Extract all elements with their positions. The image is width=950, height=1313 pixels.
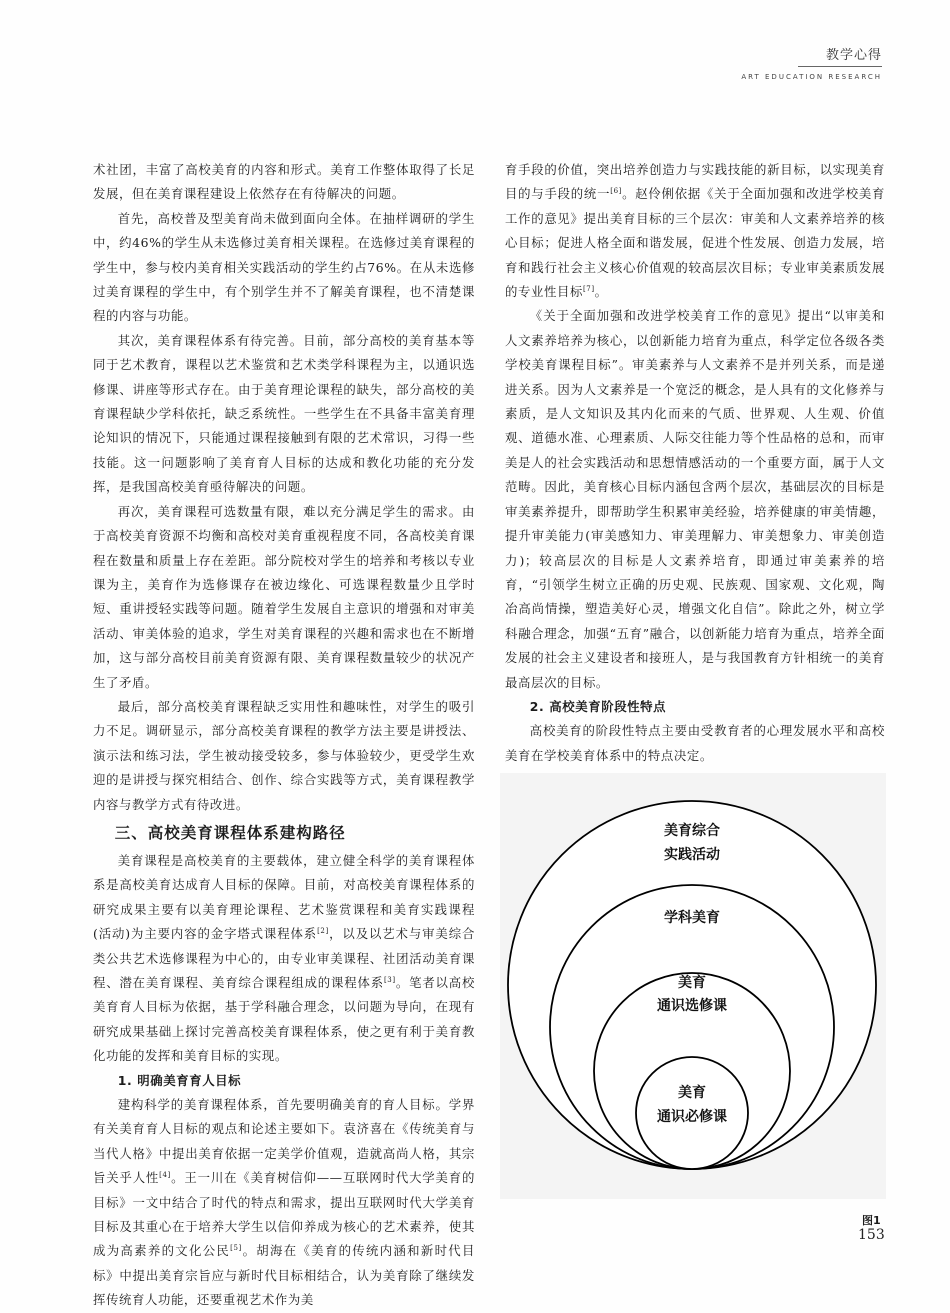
paragraph: 其次，美育课程体系有待完善。目前，部分高校的美育基本等同于艺术教育，课程以艺术鉴赏和艺术类学科课程为主，以通识选修课、讲座等形式存在。由于美育理论课程的缺失，部分高校的美育课程缺少学科依托，缺乏系统性。一些学生在不具备丰富美育理论知识的情况下，只能通过课程接触到有限的艺术常识，习得一些技能。这一问题影响了美育育人目标的达成和教化功能的充分发挥，是我国高校美育亟待解决的问题。 bbox=[93, 332, 475, 495]
citation-ref: [3] bbox=[383, 975, 396, 984]
ring-label: 美育综合 bbox=[664, 823, 720, 839]
ring-label: 学科美育 bbox=[664, 910, 720, 926]
text-run: ，以及以艺术与审美综合类公共艺术选修课程为中心的，由专业审美课程、社团活动美育课程、潜在美育课程、美育综合课程组成的课程体系 bbox=[93, 926, 475, 990]
text-run: 。 bbox=[594, 284, 608, 300]
header-rule bbox=[798, 66, 882, 67]
text-run: 。胡海在《美育的传统内涵和新时代目标》中提出美育宗旨应与新时代目标相结合，认为美育除了继续发挥传统育人功能，还要重视艺术作为美 bbox=[93, 1243, 475, 1308]
figure-caption: 图1 bbox=[862, 1214, 881, 1227]
text-run: 。赵伶俐依据《关于全面加强和改进学校美育工作的意见》提出美育目标的三个层次：审美和人文素养培养的核心目标；促进人格全面和谐发展，促进个性发展、创造力发展，培育和践行社会主义核心价值观的较高层次目标；专业审美素质发展的专业性目标 bbox=[505, 186, 886, 300]
ring-label: 美育 bbox=[678, 1085, 706, 1101]
text-run: 育手段的价值，突出培养创造力与实践技能的新目标，以实现美育目的与手段的统一 bbox=[505, 162, 885, 202]
paragraph bbox=[505, 158, 885, 304]
ring-label: 通识必修课 bbox=[657, 1109, 727, 1125]
left-column bbox=[93, 158, 475, 1313]
right-column bbox=[505, 158, 885, 817]
citation-ref: [5] bbox=[230, 1244, 242, 1253]
subsection-heading: 1. 明确美育育人目标 bbox=[117, 1072, 242, 1088]
citation-ref: [6] bbox=[610, 187, 622, 196]
figure-1 bbox=[500, 773, 886, 1199]
paragraph: 《关于全面加强和改进学校美育工作的意见》提出“以审美和人文素养培养为核心，以创新能力培育为重点，科学定位各级各类学校美育课程目标”。审美素养与人文素养不是并列关系，而是递进关系。因为人文素养是一个宽泛的概念，是人具有的文化修养与素质，是人文知识及其内化而来的气质、世界观、人生观、价值观、道德水准、心理素质、人际交往能力等个性品格的总和，而审美是人的社会实践活动和思想情感活动的一个重要方面，属于人文范畴。因此，美育核心目标内涵包含两个层次，基础层次的目标是审美素养提升，即帮助学生积累审美经验，培养健康的审美情趣，提升审美能力(审美感知力、审美理解力、审美想象力、审美创造力)；较高层次的目标是人文素养培育，即通过审美素养的培育，“引领学生树立正确的历史观、民族观、国家观、文化观，陶冶高尚情操，塑造美好心灵，增强文化自信”。除此之外，树立学科融合理念，加强“五育”融合，以创新能力培育为重点，培养全面发展的社会主义建设者和接班人，是与我国教育方针相统一的美育最高层次的目标。 bbox=[505, 308, 885, 690]
citation-ref: [4] bbox=[159, 1171, 171, 1180]
ring-label: 实践活动 bbox=[664, 847, 720, 863]
section-name: 教学心得 bbox=[825, 48, 882, 63]
text-run: 美育课程是高校美育的主要载体，建立健全科学的美育课程体系是高校美育达成育人目标的保障。目前，对高校美育课程体系的研究成果主要有以美育理论课程、艺术鉴赏课程和美育实践课程(活动)为主要内容的金字塔式课程体系 bbox=[93, 852, 475, 942]
paragraph: 首先，高校普及型美育尚未做到面向全体。在抽样调研的学生中，约46%的学生从未选修过美育相关课程。在选修过美育课程的学生中，参与校内美育相关实践活动的学生约占76%。在从未选修过美育课程的学生中，有个别学生并不了解美育课程，也不清楚课程的内容与功能。 bbox=[93, 210, 475, 324]
subsection-heading: 2. 高校美育阶段性特点 bbox=[529, 698, 667, 714]
paragraph: 高校美育的阶段性特点主要由受教育者的心理发展水平和高校美育在学校美育体系中的特点决定。 bbox=[505, 723, 885, 763]
ring-label: 通识选修课 bbox=[657, 998, 727, 1014]
text-run: 建构科学的美育课程体系，首先要明确美育的育人目标。学界有关美育育人目标的观点和论述主要如下。袁济喜在《传统美育与当代人格》中提出美育依据一定美学价值观，造就高尚人格，其宗旨关乎人性 bbox=[93, 1097, 475, 1186]
text-run: 。王一川在《美育树信仰——互联网时代大学美育的目标》一文中结合了时代的特点和需求，提出互联网时代大学美育目标及其重心在于培养大学生以信仰养成为核心的艺术素养，使其成为高素养的文化公民 bbox=[93, 1170, 475, 1259]
paragraph: 术社团，丰富了高校美育的内容和形式。美育工作整体取得了长足发展，但在美育课程建设上依然存在有待解决的问题。 bbox=[93, 162, 475, 202]
citation-ref: [7] bbox=[582, 284, 595, 293]
ring-label: 美育 bbox=[678, 975, 706, 991]
section-heading: 三、高校美育课程体系建构路径 bbox=[114, 823, 346, 842]
section-name-english: ART EDUCATION RESEARCH bbox=[741, 73, 882, 81]
running-head bbox=[741, 44, 882, 81]
nested-circles-diagram bbox=[500, 773, 886, 1199]
paragraph: 再次，美育课程可选数量有限，难以充分满足学生的需求。由于高校美育资源不均衡和高校对美育重视程度不同，各高校美育课程在数量和质量上存在差距。部分院校对学生的培养和考核以专业课为主，美育作为选修课存在被边缘化、可选课程数量少且学时短、重讲授轻实践等问题。随着学生发展自主意识的增强和对审美活动、审美体验的追求，学生对美育课程的兴趣和需求也在不断增加，这与部分高校目前美育资源有限、美育课程数量较少的状况产生了矛盾。 bbox=[93, 503, 475, 690]
page-number: 153 bbox=[858, 1227, 885, 1243]
paragraph bbox=[93, 849, 475, 1069]
paragraph: 最后，部分高校美育课程缺乏实用性和趣味性，对学生的吸引力不足。调研显示，部分高校美育课程的教学方法主要是讲授法、演示法和练习法，学生被动接受较多，参与体验较少，更受学生欢迎的是讲授与探究相结合、创作、综合实践等方式，美育课程教学内容与教学方式有待改进。 bbox=[93, 698, 475, 812]
text-run: 。笔者以高校美育育人目标为依据，基于学科融合理念，以问题为导向，在现有研究成果基础上探讨完善高校美育课程体系，使之更有利于美育教化功能的发挥和美育目标的实现。 bbox=[93, 975, 475, 1064]
citation-ref: [2] bbox=[317, 927, 329, 936]
